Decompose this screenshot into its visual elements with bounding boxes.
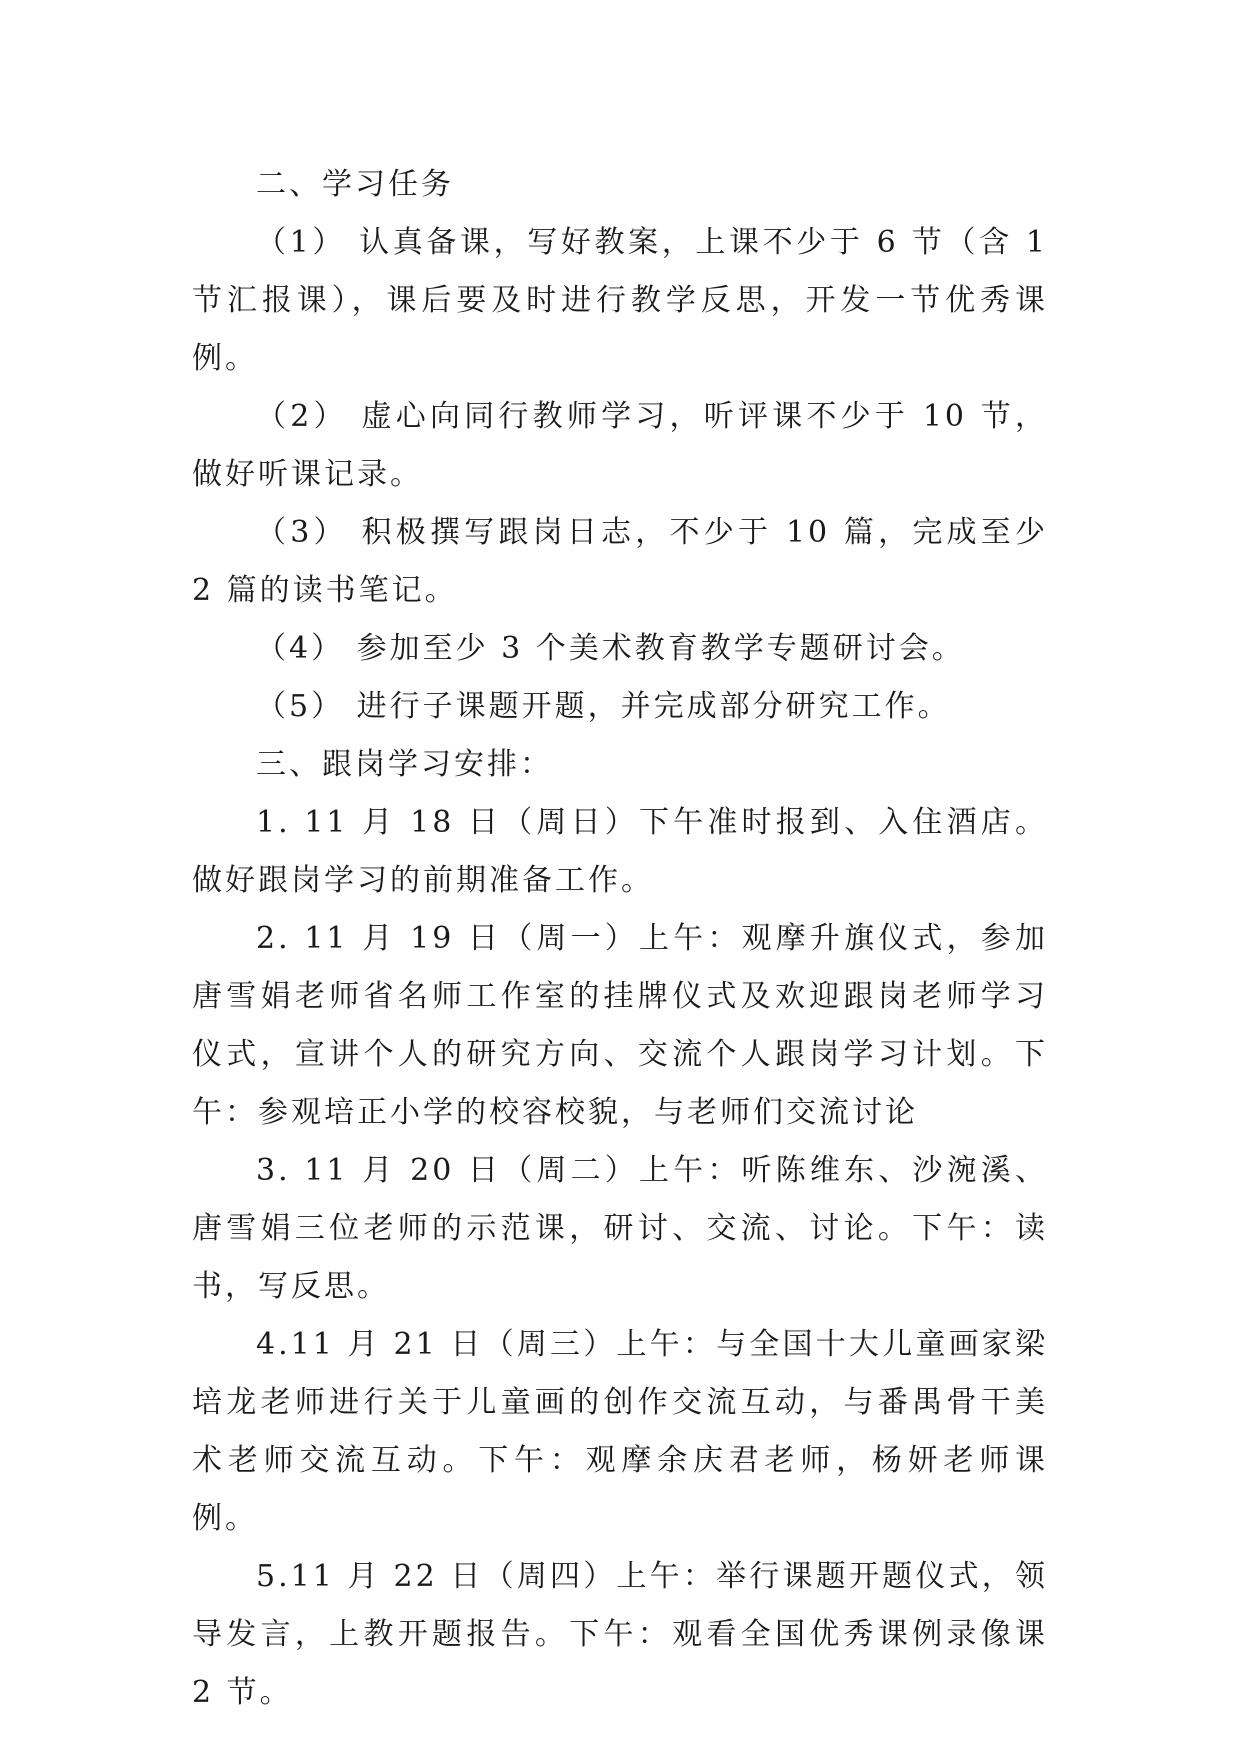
schedule-item-1: 1. 11 月 18 日（周日）下午准时报到、入住酒店。做好跟岗学习的前期准备工作。	[192, 805, 1048, 898]
heading-schedule: 三、跟岗学习安排：	[256, 747, 553, 782]
document-body	[192, 156, 1048, 1722]
task-item-3: （3） 积极撰写跟岗日志，不少于 10 篇，完成至少 2 篇的读书笔记。	[192, 515, 1048, 608]
task-item-1: （1） 认真备课，写好教案，上课不少于 6 节（含 1 节汇报课），课后要及时进行教学反思，开发一节优秀课例。	[192, 225, 1048, 376]
schedule-item-4: 4.11 月 21 日（周三）上午：与全国十大儿童画家梁培龙老师进行关于儿童画的创作交流互动，与番禺骨干美术老师交流互动。下午：观摩余庆君老师，杨妍老师课例。	[192, 1327, 1048, 1536]
schedule-item-5: 5.11 月 22 日（周四）上午：举行课题开题仪式，领导发言，上教开题报告。下午：观看全国优秀课例录像课 2 节。	[192, 1559, 1048, 1710]
task-item-2: （2） 虚心向同行教师学习，听评课不少于 10 节，做好听课记录。	[192, 399, 1048, 492]
task-item-4: （4） 参加至少 3 个美术教育教学专题研讨会。	[256, 631, 965, 666]
task-item-5: （5） 进行子课题开题，并完成部分研究工作。	[256, 689, 951, 724]
schedule-item-3: 3. 11 月 20 日（周二）上午：听陈维东、沙涴溪、唐雪娟三位老师的示范课，研讨、交流、讨论。下午：读书，写反思。	[192, 1153, 1048, 1304]
heading-study-tasks: 二、学习任务	[256, 167, 454, 202]
schedule-item-2: 2. 11 月 19 日（周一）上午：观摩升旗仪式，参加唐雪娟老师省名师工作室的挂牌仪式及欢迎跟岗老师学习仪式，宣讲个人的研究方向、交流个人跟岗学习计划。下午：参观培正小学的校容校貌，与老师们交流讨论	[192, 921, 1048, 1130]
